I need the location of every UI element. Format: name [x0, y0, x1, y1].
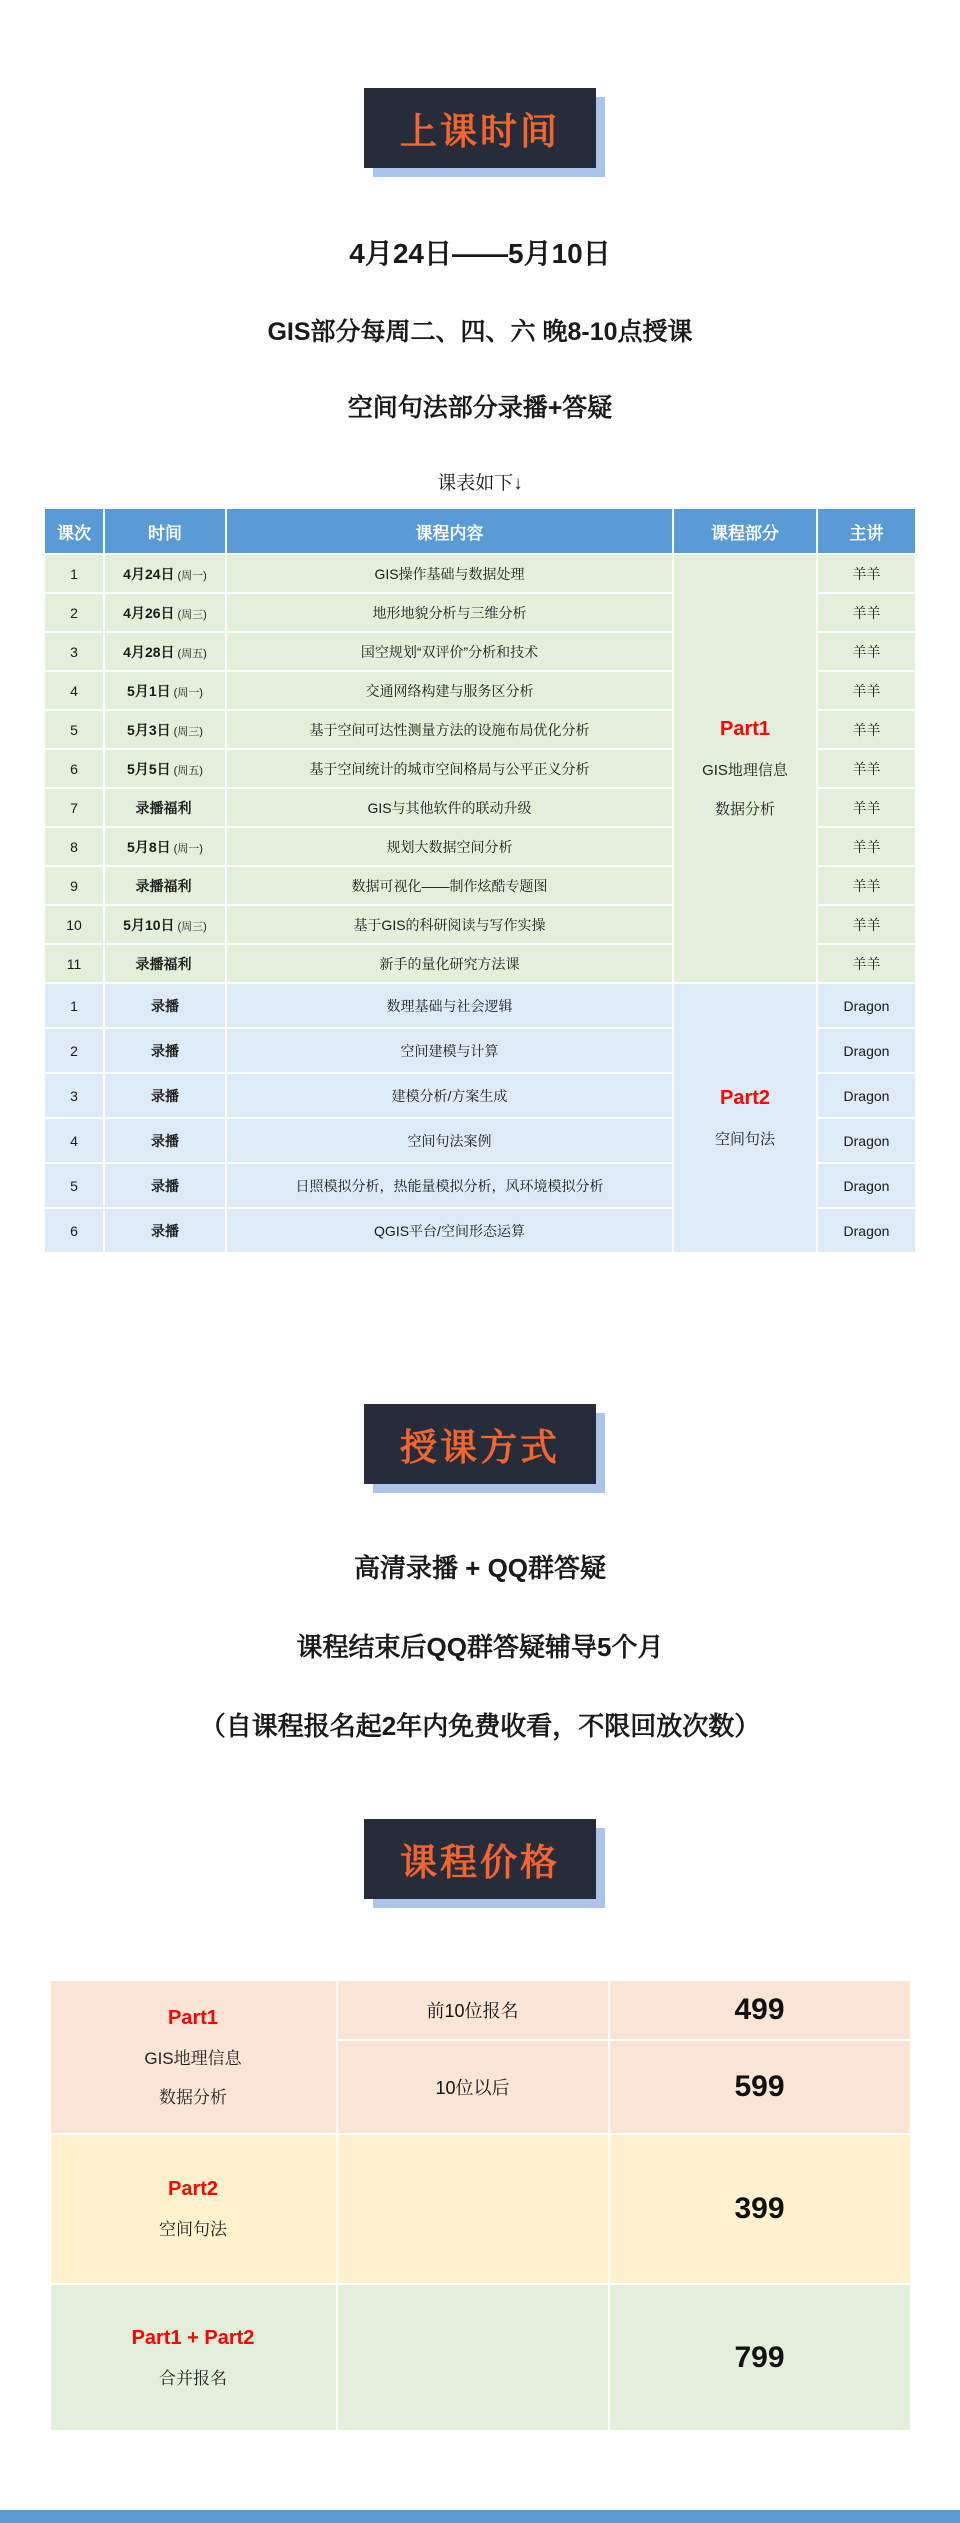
header-lecturer: 主讲	[818, 509, 915, 553]
lecturer-cell: 羊羊	[818, 945, 915, 982]
table-row	[45, 555, 915, 592]
time-cell	[105, 672, 225, 709]
time-cell	[105, 1164, 225, 1207]
lesson-no-cell: 6	[45, 1209, 103, 1252]
time-cell	[105, 750, 225, 787]
lesson-no-cell: 9	[45, 867, 103, 904]
lesson-no-cell: 8	[45, 828, 103, 865]
time-cell	[105, 633, 225, 670]
content-cell: 数据可视化——制作炫酷专题图	[227, 867, 672, 904]
lesson-date: 4月24日	[123, 565, 175, 582]
lesson-no-cell: 5	[45, 711, 103, 748]
part2-price-sub-1: 空间句法	[159, 2220, 227, 2239]
lecturer-cell: Dragon	[818, 1164, 915, 1207]
lesson-no-cell: 4	[45, 1119, 103, 1162]
part1-subtitle-2: 数据分析	[714, 801, 775, 818]
date-range-text: 4月24日——5月10日	[349, 238, 611, 269]
class-time-badge: 上课时间	[364, 88, 596, 168]
part1-subtitle-1: GIS地理信息	[702, 762, 788, 779]
pricing-row-part1-tier1	[51, 1981, 910, 2039]
syntax-schedule-text: 空间句法部分录播+答疑	[347, 394, 613, 422]
time-cell	[105, 555, 225, 592]
lesson-date: 5月5日	[127, 760, 171, 777]
lesson-no-cell: 2	[45, 594, 103, 631]
lecturer-cell: Dragon	[818, 1119, 915, 1162]
time-cell	[105, 945, 225, 982]
lesson-date: 5月1日	[127, 682, 171, 699]
content-cell: 空间句法案例	[227, 1119, 672, 1162]
lecturer-cell: 羊羊	[818, 555, 915, 592]
pricing-table	[49, 1979, 912, 2432]
content-cell: 交通网络构建与服务区分析	[227, 672, 672, 709]
lesson-no-cell: 5	[45, 1164, 103, 1207]
lesson-date: 5月3日	[127, 721, 171, 738]
part2-subtitle-1: 空间句法	[714, 1131, 775, 1148]
content-cell: QGIS平台/空间形态运算	[227, 1209, 672, 1252]
class-time-section-header	[0, 88, 960, 168]
course-price-badge: 课程价格	[364, 1819, 596, 1899]
lesson-weekday: (周一)	[173, 842, 203, 855]
lecturer-cell: 羊羊	[818, 750, 915, 787]
lecturer-cell: 羊羊	[818, 672, 915, 709]
lesson-date: 录播	[151, 1042, 179, 1059]
header-part: 课程部分	[674, 509, 816, 553]
lecturer-cell: 羊羊	[818, 828, 915, 865]
time-cell	[105, 1209, 225, 1252]
time-cell	[105, 906, 225, 943]
lesson-weekday: (周三)	[177, 608, 207, 621]
content-cell: 空间建模与计算	[227, 1029, 672, 1072]
tier1-label-cell: 前10位报名	[338, 1981, 608, 2039]
lesson-no-cell: 1	[45, 555, 103, 592]
content-cell: 规划大数据空间分析	[227, 828, 672, 865]
method-line-3: （自课程报名起2年内免费收看，不限回放次数）	[199, 1711, 761, 1741]
content-cell: 新手的量化研究方法课	[227, 945, 672, 982]
lesson-date: 录播	[151, 997, 179, 1014]
part1-price-label-cell	[51, 1981, 336, 2133]
combo-price-cell: 799	[610, 2285, 910, 2430]
lesson-date: 录播	[151, 1087, 179, 1104]
time-cell	[105, 789, 225, 826]
time-cell	[105, 711, 225, 748]
course-price-section-header	[0, 1819, 960, 1899]
time-cell	[105, 828, 225, 865]
time-cell	[105, 867, 225, 904]
lesson-no-cell: 11	[45, 945, 103, 982]
lesson-date: 录播	[151, 1132, 179, 1149]
gis-schedule-text: GIS部分每周二、四、六 晚8-10点授课	[267, 318, 693, 346]
lesson-weekday: (周三)	[177, 920, 207, 933]
lesson-no-cell: 1	[45, 984, 103, 1027]
lesson-no-cell: 2	[45, 1029, 103, 1072]
lecturer-cell: 羊羊	[818, 906, 915, 943]
lesson-date: 录播	[151, 1222, 179, 1239]
combo-price-title: Part1 + Part2	[131, 2326, 255, 2349]
lecturer-cell: 羊羊	[818, 633, 915, 670]
lecturer-cell: 羊羊	[818, 594, 915, 631]
table-header-row	[45, 509, 915, 553]
content-cell: 基于空间可达性测量方法的设施布局优化分析	[227, 711, 672, 748]
lecturer-cell: 羊羊	[818, 711, 915, 748]
teaching-method-badge: 授课方式	[364, 1404, 596, 1484]
lesson-date: 录播福利	[135, 877, 192, 894]
combo-price-sub-1: 合并报名	[159, 2368, 227, 2388]
content-cell: 国空规划“双评价”分析和技术	[227, 633, 672, 670]
part2-price-label-cell	[51, 2135, 336, 2283]
lesson-weekday: (周五)	[173, 764, 203, 777]
lesson-date: 4月26日	[123, 604, 175, 621]
lecturer-cell: 羊羊	[818, 789, 915, 826]
method-line-2: 课程结束后QQ群答疑辅导5个月	[296, 1632, 664, 1662]
tier1-price-cell: 499	[610, 1981, 910, 2039]
content-cell: 基于空间统计的城市空间格局与公平正义分析	[227, 750, 672, 787]
combo-price-label-cell	[51, 2285, 336, 2430]
lesson-weekday: (周一)	[177, 569, 207, 582]
lesson-date: 4月28日	[123, 643, 175, 660]
time-cell	[105, 984, 225, 1027]
lecturer-cell: 羊羊	[818, 867, 915, 904]
lesson-weekday: (周三)	[173, 725, 203, 738]
footer-bar	[0, 2510, 960, 2523]
tier2-price-cell: 599	[610, 2041, 910, 2133]
content-cell: 日照模拟分析，热能量模拟分析，风环境模拟分析	[227, 1164, 672, 1207]
content-cell: 基于GIS的科研阅读与写作实操	[227, 906, 672, 943]
part2-empty-cell	[338, 2135, 608, 2283]
lesson-date: 录播福利	[135, 955, 192, 972]
content-cell: 数理基础与社会逻辑	[227, 984, 672, 1027]
time-cell	[105, 1119, 225, 1162]
part2-price-cell: 399	[610, 2135, 910, 2283]
lesson-no-cell: 3	[45, 1074, 103, 1117]
lesson-weekday: (周一)	[173, 686, 203, 699]
lesson-no-cell: 4	[45, 672, 103, 709]
time-cell	[105, 594, 225, 631]
combo-empty-cell	[338, 2285, 608, 2430]
lesson-no-cell: 7	[45, 789, 103, 826]
table-caption: 课表如下↓	[437, 473, 523, 494]
lesson-weekday: (周五)	[177, 647, 207, 660]
content-cell: GIS与其他软件的联动升级	[227, 789, 672, 826]
part1-price-title: Part1	[167, 2006, 219, 2029]
lesson-no-cell: 3	[45, 633, 103, 670]
lesson-no-cell: 6	[45, 750, 103, 787]
header-time: 时间	[105, 509, 225, 553]
part1-title: Part1	[719, 718, 771, 740]
pricing-row-combo	[51, 2285, 910, 2430]
lecturer-cell: Dragon	[818, 984, 915, 1027]
time-cell	[105, 1029, 225, 1072]
lesson-date: 5月8日	[127, 838, 171, 855]
lecturer-cell: Dragon	[818, 1209, 915, 1252]
content-cell: 地形地貌分析与三维分析	[227, 594, 672, 631]
pricing-row-part2	[51, 2135, 910, 2283]
lesson-date: 5月10日	[123, 916, 175, 933]
part1-price-sub-2: 数据分析	[159, 2087, 227, 2107]
header-lesson-no: 课次	[45, 509, 103, 553]
lesson-no-cell: 10	[45, 906, 103, 943]
part1-merged-cell	[674, 555, 816, 982]
lesson-date: 录播	[151, 1177, 179, 1194]
part2-title: Part2	[719, 1087, 771, 1109]
time-cell	[105, 1074, 225, 1117]
part2-price-title: Part2	[167, 2178, 219, 2200]
table-row	[45, 984, 915, 1027]
lesson-date: 录播福利	[135, 799, 192, 816]
lecturer-cell: Dragon	[818, 1029, 915, 1072]
lecturer-cell: Dragon	[818, 1074, 915, 1117]
course-schedule-table	[43, 507, 917, 1254]
header-content: 课程内容	[227, 509, 672, 553]
part2-merged-cell	[674, 984, 816, 1252]
content-cell: 建模分析/方案生成	[227, 1074, 672, 1117]
content-cell: GIS操作基础与数据处理	[227, 555, 672, 592]
part1-price-sub-1: GIS地理信息	[144, 2048, 242, 2068]
method-line-1: 高清录播 + QQ群答疑	[353, 1553, 607, 1583]
teaching-method-section-header	[0, 1404, 960, 1484]
tier2-label-cell: 10位以后	[338, 2041, 608, 2133]
